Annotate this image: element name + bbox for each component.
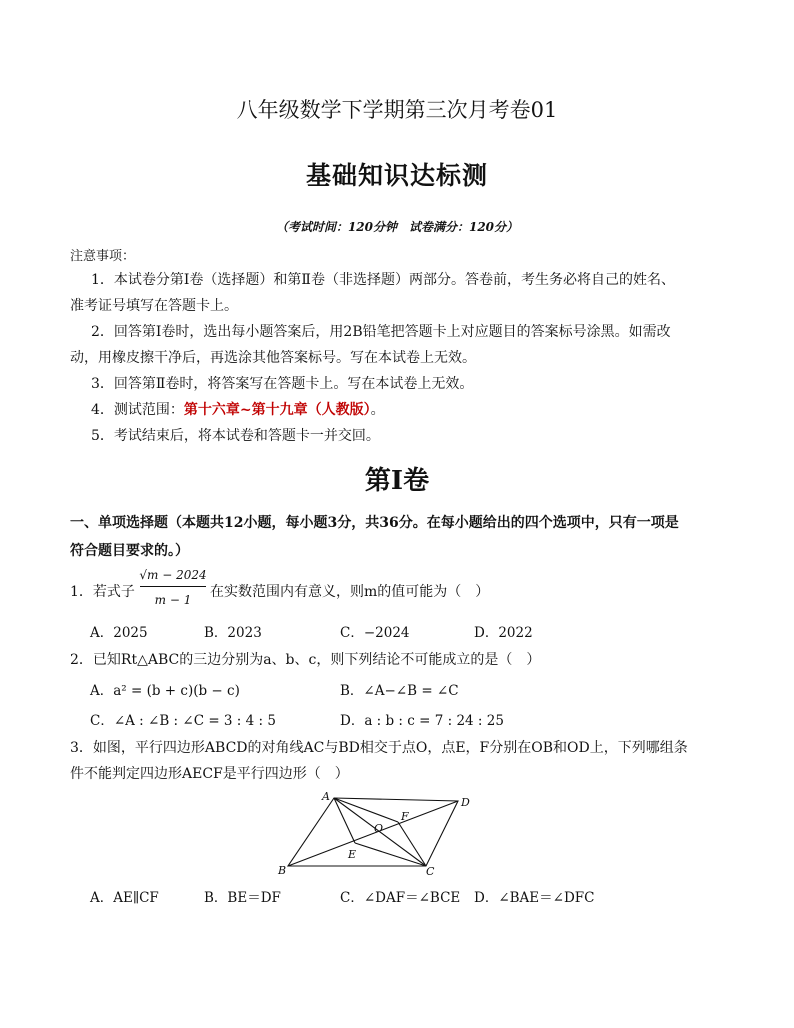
q1-fraction-bar — [140, 586, 206, 587]
segment-cf — [398, 822, 426, 866]
label-b: B — [278, 864, 287, 877]
q1-suffix: 在实数范围内有意义，则m的值可能为（ ） — [210, 584, 490, 600]
note-item-4 — [91, 401, 385, 419]
q1-prefix: 1．若式子 — [70, 584, 135, 600]
section-heading-line-2: 符合题目要求的。） — [70, 543, 189, 559]
label-f: F — [401, 810, 409, 823]
test-range: 第十六章~第十九章（人教版） — [183, 402, 371, 418]
label-o: O — [374, 822, 384, 835]
segment-ce — [355, 843, 426, 866]
note-item-2-line-2: 动，用橡皮擦干净后，再选涂其他答案标号。写在本试卷上无效。 — [70, 350, 476, 366]
q2-text: 2．已知Rt△ABC的三边分别为a、b、c，则下列结论不可能成立的是（ ） — [70, 652, 541, 668]
note-item-4-suffix: 。 — [370, 402, 385, 418]
note-item-5: 5．考试结束后，将本试卷和答题卡一并交回。 — [91, 428, 380, 444]
q1-denominator: m − 1 — [154, 593, 192, 607]
q3-option-b: B．BE＝DF — [204, 890, 281, 906]
note-item-4-prefix: 4．测试范围： — [91, 402, 184, 418]
note-item-2-line-1: 2．回答第Ⅰ卷时，选出每小题答案后，用2B铅笔把答题卡上对应题目的答案标号涂黑。如需改 — [91, 324, 671, 340]
q2-option-c: C．∠A : ∠B : ∠C = 3 : 4 : 5 — [90, 713, 276, 729]
notes-title: 注意事项： — [70, 249, 136, 264]
q1-numerator: √m − 2024 — [139, 568, 207, 582]
label-e: E — [348, 848, 357, 861]
q3-option-c: C．∠DAF＝∠BCE — [340, 890, 461, 906]
q1-option-c: C．−2024 — [340, 625, 410, 641]
label-c: C — [426, 865, 435, 878]
section-title: 第Ⅰ卷 — [364, 466, 430, 496]
section-heading-line-1: 一、单项选择题（本题共12小题，每小题3分，共36分。在每小题给出的四个选项中，只有一项是 — [70, 515, 679, 531]
q1-option-b: B．2023 — [204, 625, 262, 641]
q1-option-a: A．2025 — [90, 625, 148, 641]
note-item-1-line-1: 1．本试卷分第Ⅰ卷（选择题）和第Ⅱ卷（非选择题）两部分。答卷前，考生务必将自己的姓名、 — [91, 272, 675, 288]
note-item-3: 3．回答第Ⅱ卷时，将答案写在答题卡上。写在本试卷上无效。 — [91, 376, 474, 392]
note-item-1-line-2: 准考证号填写在答题卡上。 — [70, 298, 238, 314]
label-a: A — [322, 790, 330, 803]
q2-option-a: A．a² = (b + c)(b − c) — [90, 683, 240, 699]
exam-title: 八年级数学下学期第三次月考卷01 — [236, 98, 558, 122]
parallelogram-diagram — [270, 788, 480, 878]
q3-line-2: 件不能判定四边形AECF是平行四边形（ ） — [70, 766, 349, 782]
q3-line-1: 3．如图，平行四边形ABCD的对角线AC与BD相交于点O，点E，F分别在OB和OD上，下列哪组条 — [70, 740, 688, 756]
q3-option-d: D．∠BAE＝∠DFC — [474, 890, 595, 906]
exam-subtitle: 基础知识达标测 — [305, 161, 488, 190]
q2-option-b: B．∠A−∠B = ∠C — [340, 683, 459, 699]
q3-option-a: A．AE∥CF — [90, 890, 159, 906]
diagonal-bd — [288, 801, 458, 866]
q2-option-d: D．a : b : c = 7 : 24 : 25 — [340, 713, 504, 729]
label-d: D — [461, 796, 470, 809]
q1-option-d: D．2022 — [474, 625, 533, 641]
exam-info: （考试时间：120分钟 试卷满分：120分） — [275, 220, 519, 234]
